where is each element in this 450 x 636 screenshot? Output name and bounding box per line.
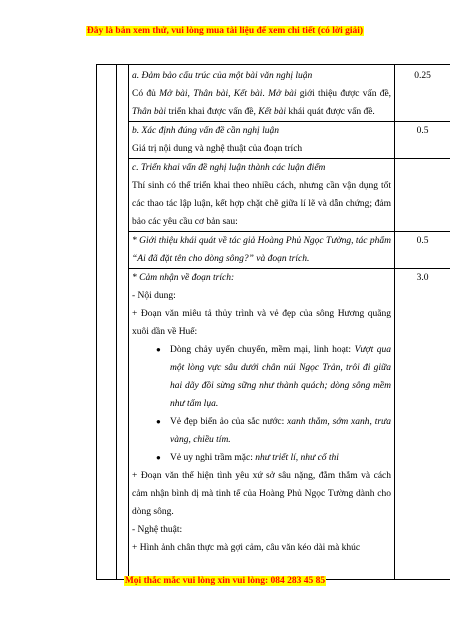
content-point: + Đoạn văn miêu tả thủy trình và vẻ đẹp của sông Hương quãng xuôi dần về Huế: <box>132 309 391 337</box>
table-row <box>97 65 450 122</box>
table-row <box>97 159 450 232</box>
text-segment: Kết bài <box>258 107 286 117</box>
text-segment: giới thiệu được vấn đề, <box>296 89 392 99</box>
criteria-cell <box>129 159 395 232</box>
grading-table <box>96 64 450 580</box>
list-item: ● Vẻ đẹp biến ảo của sắc nước: xanh thẳm, sớm xanh, trưa vàng, chiều tím. <box>132 413 391 449</box>
score-cell <box>395 232 450 269</box>
text-segment: Thân bài <box>193 89 229 99</box>
score-cell <box>395 269 450 580</box>
table-row <box>97 232 450 269</box>
score-value: 0.5 <box>416 126 429 136</box>
table-row <box>97 122 450 159</box>
row-title: c. Triển khai vấn đề nghị luận thành các luận điểm <box>132 163 326 173</box>
score-cell <box>395 159 450 232</box>
criteria-cell <box>129 232 395 269</box>
empty-column-1 <box>97 65 117 580</box>
text-segment: . <box>262 89 269 99</box>
text-segment: Mở bài <box>159 89 188 99</box>
criteria-cell <box>129 65 395 122</box>
score-value: 0.25 <box>414 71 431 81</box>
score-value: 0.5 <box>416 236 429 246</box>
text-segment: Mở bài <box>268 89 297 99</box>
table-row <box>97 269 450 580</box>
list-item: ● Vẻ uy nghi trầm mặc: như triết lí, như cổ thi <box>132 449 391 467</box>
criteria-cell <box>129 269 395 580</box>
contact-banner: Mọi thắc mắc vui lòng xin vui lòng: 084 283 45 85 <box>124 576 326 586</box>
content-point: + Đoạn văn thể hiện tình yêu xứ sở sâu nặng, đằm thắm và cách cảm nhận bình dị mà tinh tế của Hoàng Phủ Ngọc Tường dành cho dòng sông. <box>132 471 391 517</box>
score-cell <box>395 122 450 159</box>
row-title: a. Đảm bảo cấu trúc của một bài văn nghị luận <box>132 71 313 81</box>
row-title: * Cảm nhận về đoạn trích: <box>132 273 235 283</box>
art-label: - Nghệ thuật: <box>132 525 183 535</box>
art-point: + Hình ảnh chân thực mà gợi cảm, câu văn kéo dài mà khúc <box>132 543 361 553</box>
score-cell <box>395 65 450 122</box>
preview-notice-banner: Đây là bản xem thử, vui lòng mua tài liệu để xem chi tiết (có lời giải) <box>86 26 364 36</box>
row-body <box>132 85 391 121</box>
text-segment: khái quát được vấn đề. <box>286 107 375 117</box>
text-segment: Kết bài <box>233 89 263 99</box>
text-segment: Có đủ <box>132 89 160 99</box>
empty-column-2 <box>117 65 129 580</box>
list-item: ● Dòng chảy uyển chuyển, mềm mại, linh hoạt: Vượt qua một lòng vực sâu dưới chân núi Ngọc Trản, trôi đi giữa hai dãy đồi sừng sững như thành quách; dòng sông mềm như tấm lụa. <box>132 341 391 413</box>
text-segment: triển khai được vấn đề, <box>166 107 259 117</box>
score-value: 3.0 <box>416 273 429 283</box>
bullet-icon: ● <box>156 417 161 426</box>
bullet-icon: ● <box>156 345 161 354</box>
content-label: - Nội dung: <box>132 291 176 301</box>
text-segment: , <box>228 89 234 99</box>
row-body: * Giới thiệu khái quát về tác giả Hoàng Phủ Ngọc Tường, tác phẩm “Ai đã đặt tên cho dòng sông?” và đoạn trích. <box>132 236 391 264</box>
row-title: b. Xác định đúng vấn đề cần nghị luận <box>132 126 279 136</box>
text-segment: , <box>187 89 194 99</box>
bullet-icon: ● <box>156 453 161 462</box>
text-segment: Thân bài <box>132 107 167 117</box>
criteria-cell <box>129 122 395 159</box>
row-body: Thí sinh có thể triển khai theo nhiều cách, nhưng cần vận dụng tốt các thao tác lập luận, kết hợp chặt chẽ giữa lí lẽ và dẫn chứng; đảm bảo các yêu cầu cơ bản sau: <box>132 181 391 227</box>
row-body: Giá trị nội dung và nghệ thuật của đoạn trích <box>132 144 303 154</box>
